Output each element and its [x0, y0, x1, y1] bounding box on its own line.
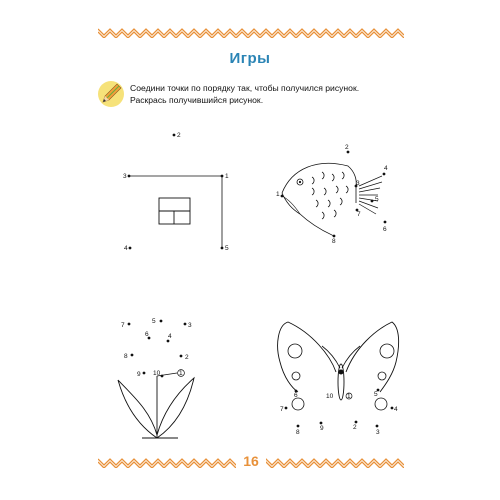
butterfly-label-5: 5	[374, 391, 378, 398]
flower-label-3: 3	[188, 322, 192, 329]
butterfly-label-4: 4	[394, 406, 398, 413]
fish-label-5: 5	[375, 196, 379, 203]
butterfly-label-6: 6	[294, 392, 298, 399]
fish-label-8: 8	[332, 238, 336, 245]
page-number: 16	[236, 452, 266, 470]
flower-label-4: 4	[168, 333, 172, 340]
puzzle-square	[123, 132, 229, 252]
flower-label-6: 6	[145, 331, 149, 338]
butterfly-label-1: 1	[347, 393, 351, 400]
fish-label-4: 4	[384, 165, 388, 172]
fish-label-3: 3	[356, 180, 360, 187]
flower-label-8: 8	[124, 353, 128, 360]
fish-label-6: 6	[383, 226, 387, 233]
butterfly-label-2: 2	[353, 424, 357, 431]
square-label-3: 3	[123, 173, 127, 180]
butterfly-label-3: 3	[376, 429, 380, 436]
flower-label-1: 1	[179, 370, 183, 377]
square-label-2: 2	[177, 132, 181, 139]
square-label-5: 5	[225, 245, 229, 252]
butterfly-label-10: 10	[326, 393, 334, 400]
butterfly-label-9: 9	[320, 425, 324, 432]
fish-label-7: 7	[357, 211, 361, 218]
butterfly-label-8: 8	[296, 429, 300, 436]
square-label-1: 1	[225, 173, 229, 180]
flower-label-10: 10	[153, 370, 161, 377]
flower-label-9: 9	[137, 371, 141, 378]
puzzle-butterfly	[278, 322, 399, 436]
fish-label-2: 2	[345, 144, 349, 151]
flower-label-7: 7	[121, 322, 125, 329]
square-label-4: 4	[124, 245, 128, 252]
butterfly-label-7: 7	[280, 406, 284, 413]
flower-label-2: 2	[185, 354, 189, 361]
instruction-text: Соедини точки по порядку так, чтобы получился рисунок. Раскрась получившийся рисунок.	[130, 83, 360, 105]
puzzle-fish	[276, 144, 388, 245]
fish-label-1: 1	[276, 191, 280, 198]
page-title: Игры	[229, 50, 271, 67]
puzzle-flower	[118, 318, 194, 438]
flower-label-5: 5	[152, 318, 156, 325]
